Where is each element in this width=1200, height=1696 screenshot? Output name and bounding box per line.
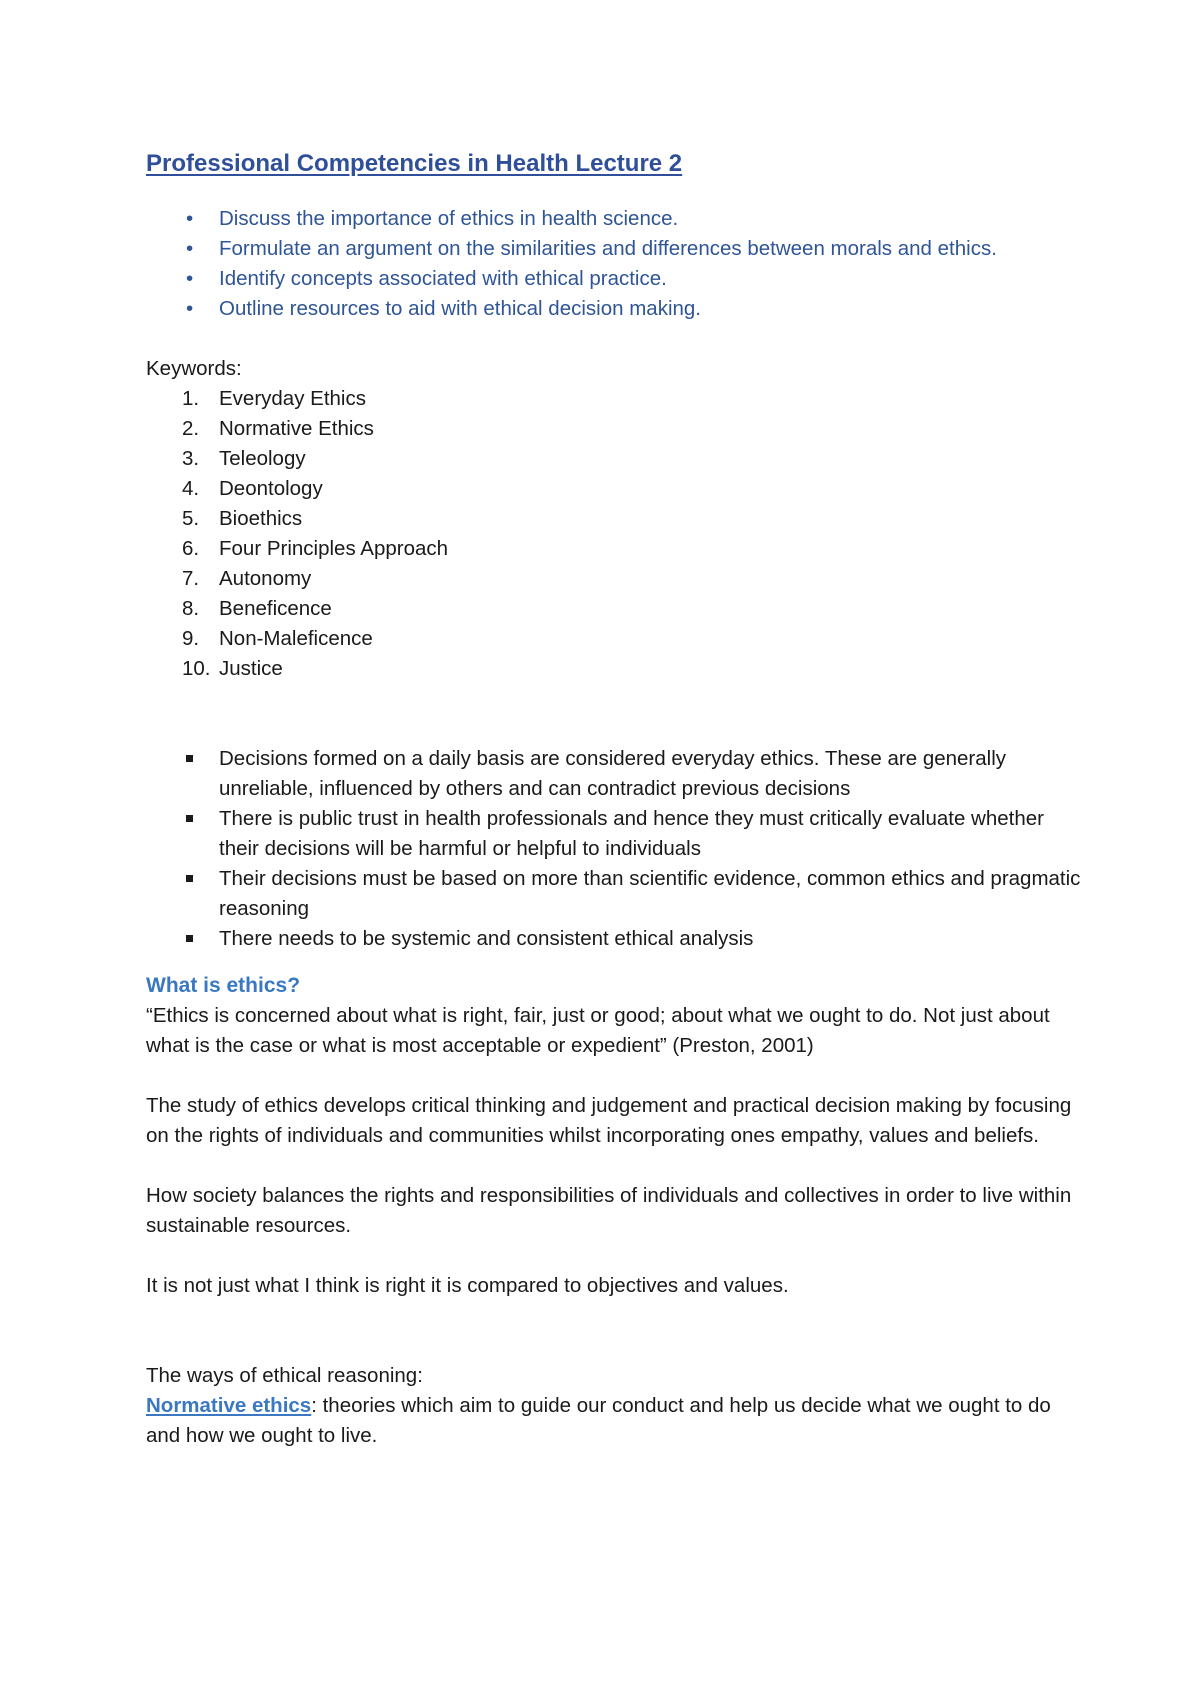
keyword-item xyxy=(146,624,1086,654)
keyword-text: Justice xyxy=(219,657,283,680)
keyword-item xyxy=(146,564,1086,594)
keyword-item xyxy=(146,444,1086,474)
key-point-text: Decisions formed on a daily basis are considered everyday ethics. These are generally unreliable, influenced by others and can contradict previous decisions xyxy=(219,747,1007,800)
objective-item xyxy=(146,294,1086,324)
keyword-item xyxy=(146,414,1086,444)
key-points-list xyxy=(146,744,1086,954)
keyword-item xyxy=(146,594,1086,624)
key-point-text: Their decisions must be based on more than scientific evidence, common ethics and pragmatic reasoning xyxy=(219,867,1081,920)
keyword-item xyxy=(146,384,1086,414)
key-point-item xyxy=(146,864,1086,924)
square-bullet-icon xyxy=(186,935,193,942)
keyword-text: Normative Ethics xyxy=(219,417,374,440)
objectives-list xyxy=(146,204,1086,324)
what-is-ethics-heading: What is ethics? xyxy=(146,974,301,997)
document-page xyxy=(146,146,1086,1451)
ethics-quote: “Ethics is concerned about what is right, fair, just or good; about what we ought to do. Not just about what is the case or what is most acceptable or expedient” (Preston, 2001) xyxy=(146,1004,1050,1057)
keywords-list xyxy=(146,384,1086,684)
normative-ethics-definition xyxy=(146,1391,1086,1451)
square-bullet-icon xyxy=(186,875,193,882)
bullet-icon: • xyxy=(186,237,194,260)
keyword-text: Non-Maleficence xyxy=(219,627,373,650)
bullet-icon: • xyxy=(186,207,194,230)
keyword-item xyxy=(146,534,1086,564)
square-bullet-icon xyxy=(186,755,193,762)
keyword-text: Deontology xyxy=(219,477,323,500)
keyword-item xyxy=(146,474,1086,504)
ethics-paragraph: How society balances the rights and responsibilities of individuals and collectives in order to live within sustainable resources. xyxy=(146,1184,1072,1237)
keyword-number: 1. xyxy=(182,387,200,410)
keyword-number: 3. xyxy=(182,447,200,470)
key-point-item xyxy=(146,744,1086,804)
objective-item xyxy=(146,264,1086,294)
objective-text: Identify concepts associated with ethical practice. xyxy=(219,267,667,290)
keyword-number: 6. xyxy=(182,537,200,560)
square-bullet-icon xyxy=(186,815,193,822)
spacer xyxy=(146,1151,1086,1181)
key-point-item xyxy=(146,924,1086,954)
keyword-text: Autonomy xyxy=(219,567,312,590)
keywords-label: Keywords: xyxy=(146,357,242,380)
keyword-number: 8. xyxy=(182,597,200,620)
normative-ethics-text: : theories which aim to guide our conduct and help us decide what we ought to do and how we ought to live. xyxy=(146,1394,1051,1447)
keyword-text: Everyday Ethics xyxy=(219,387,366,410)
objective-text: Outline resources to aid with ethical decision making. xyxy=(219,297,701,320)
spacer xyxy=(146,1241,1086,1271)
keyword-number: 7. xyxy=(182,567,200,590)
objective-text: Formulate an argument on the similarities and differences between morals and ethics. xyxy=(219,237,997,260)
normative-ethics-term: Normative ethics xyxy=(146,1394,312,1417)
objective-item xyxy=(146,234,1086,264)
keyword-text: Four Principles Approach xyxy=(219,537,449,560)
keyword-item xyxy=(146,654,1086,684)
bullet-icon: • xyxy=(186,297,194,320)
keyword-number: 5. xyxy=(182,507,200,530)
keyword-text: Teleology xyxy=(219,447,306,470)
keyword-item xyxy=(146,504,1086,534)
keyword-text: Beneficence xyxy=(219,597,332,620)
key-point-text: There needs to be systemic and consistent ethical analysis xyxy=(219,927,754,950)
key-point-text: There is public trust in health professionals and hence they must critically evaluate whether their decisions will be harmful or helpful to individuals xyxy=(219,807,1044,860)
spacer xyxy=(146,1061,1086,1091)
objective-item xyxy=(146,204,1086,234)
bullet-icon: • xyxy=(186,267,194,290)
document-title: Professional Competencies in Health Lecture 2 xyxy=(146,150,683,177)
ethics-paragraph: It is not just what I think is right it is compared to objectives and values. xyxy=(146,1274,789,1297)
keyword-number: 2. xyxy=(182,417,200,440)
ethics-paragraph: The study of ethics develops critical thinking and judgement and practical decision making by focusing on the rights of individuals and communities whilst incorporating ones empathy, values and beliefs. xyxy=(146,1094,1072,1147)
keyword-number: 9. xyxy=(182,627,200,650)
keyword-text: Bioethics xyxy=(219,507,303,530)
objective-text: Discuss the importance of ethics in health science. xyxy=(219,207,679,230)
key-point-item xyxy=(146,804,1086,864)
keyword-number: 4. xyxy=(182,477,200,500)
reasoning-intro: The ways of ethical reasoning: xyxy=(146,1364,423,1387)
keyword-number: 10. xyxy=(182,657,211,680)
spacer xyxy=(146,1301,1086,1361)
